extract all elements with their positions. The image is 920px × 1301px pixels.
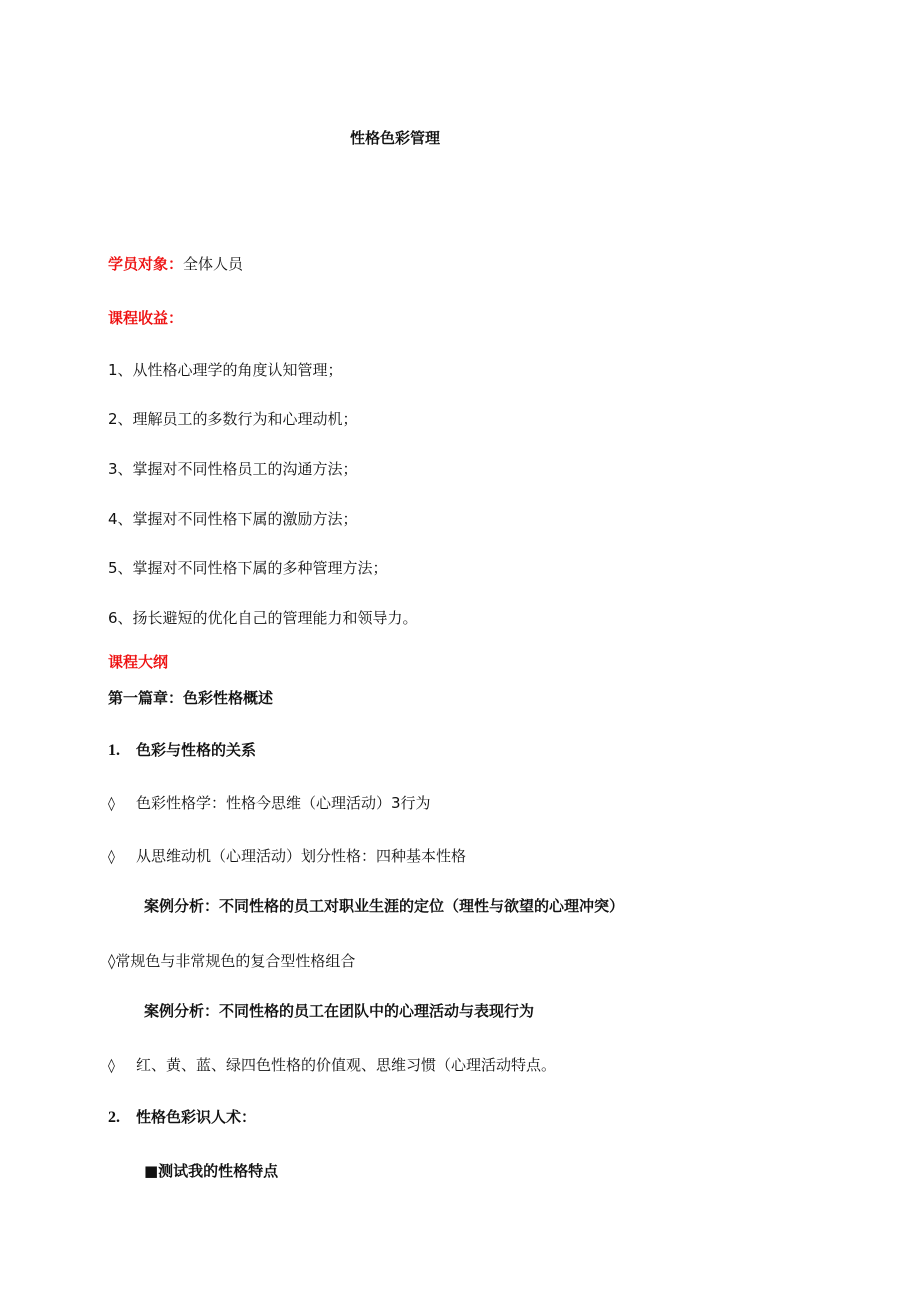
bullet-2-text: 从思维动机（心理活动）划分性格：四种基本性格	[136, 847, 467, 865]
section-2-title: 性格色彩识人术：	[136, 1108, 257, 1126]
section-1-title: 色彩与性格的关系	[136, 741, 257, 759]
benefits-label: 课程收益：	[108, 309, 184, 327]
benefit-item-4: 4、掌握对不同性格下属的激励方法；	[108, 510, 358, 528]
outline-label: 课程大纲	[108, 653, 169, 671]
case-analysis-2: 案例分析：不同性格的员工在团队中的心理活动与表现行为	[144, 1002, 535, 1020]
bullet-item-3: ◊常规色与非常规色的复合型性格组合	[108, 952, 356, 970]
diamond-bullet-icon: ◊	[108, 796, 115, 812]
benefit-item-5: 5、掌握对不同性格下属的多种管理方法；	[108, 559, 388, 577]
case-analysis-1: 案例分析：不同性格的员工对职业生涯的定位（理性与欲望的心理冲突）	[144, 897, 625, 915]
section-2-number: 2.	[108, 1109, 120, 1126]
bullet-item-1	[108, 793, 431, 814]
audience-label: 学员对象：	[108, 255, 184, 273]
chapter-1-heading: 第一篇章：色彩性格概述	[108, 689, 274, 707]
section-1-heading	[108, 740, 256, 761]
benefit-item-2: 2、理解员工的多数行为和心理动机；	[108, 410, 358, 428]
diamond-bullet-icon: ◊	[108, 1058, 115, 1074]
sub-item-test: ■测试我的性格特点	[144, 1162, 279, 1180]
audience-value: 全体人员	[183, 255, 244, 273]
bullet-item-4	[108, 1055, 556, 1076]
bullet-item-2	[108, 846, 466, 867]
bullet-4-text: 红、黄、蓝、绿四色性格的价值观、思维习惯（心理活动特点。	[136, 1056, 557, 1074]
document-title: 性格色彩管理	[350, 129, 441, 147]
audience-line	[108, 254, 243, 274]
benefit-item-3: 3、掌握对不同性格员工的沟通方法；	[108, 460, 358, 478]
section-1-number: 1.	[108, 742, 120, 759]
benefit-item-6: 6、扬长避短的优化自己的管理能力和领导力。	[108, 609, 418, 627]
bullet-1-text: 色彩性格学：性格今思维（心理活动）3行为	[136, 794, 431, 812]
benefit-item-1: 1、从性格心理学的角度认知管理；	[108, 361, 343, 379]
section-2-heading	[108, 1107, 256, 1128]
diamond-bullet-icon: ◊	[108, 849, 115, 865]
